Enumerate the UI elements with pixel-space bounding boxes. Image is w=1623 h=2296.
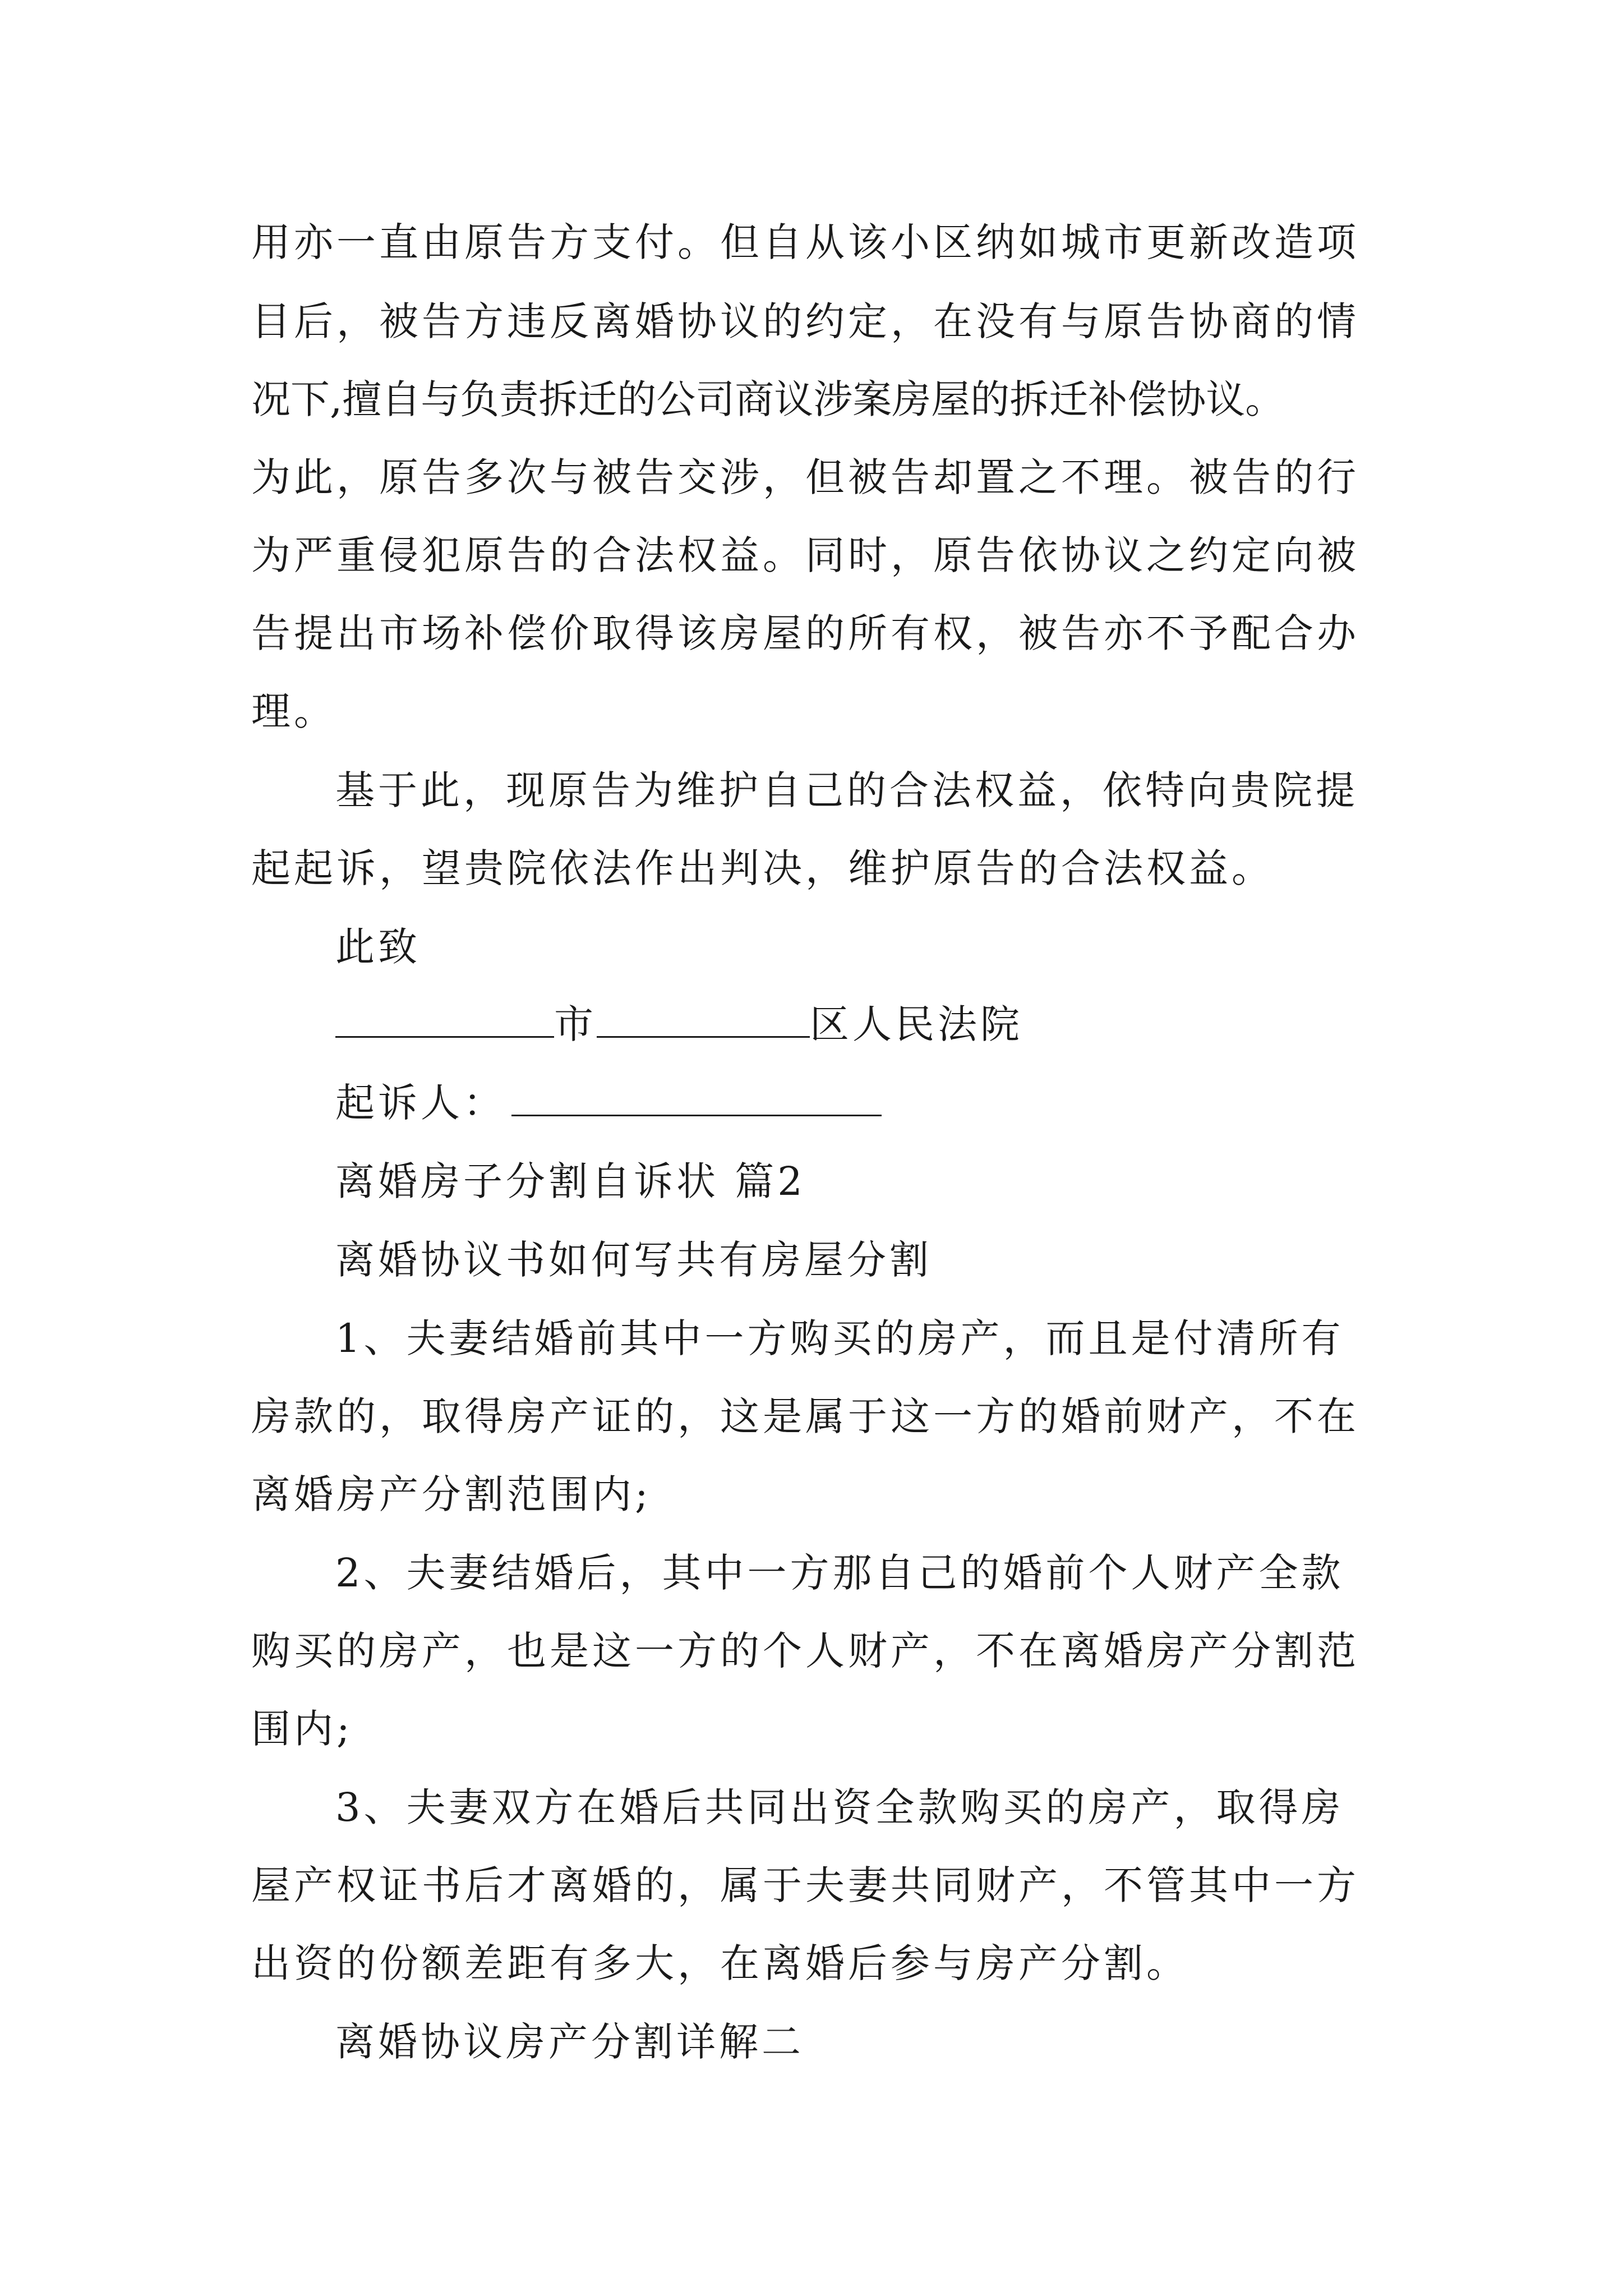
paragraph-line: 屋产权证书后才离婚的，属于夫妻共同财产，不管其中一方 [251, 1862, 1359, 1908]
district-blank [597, 1000, 810, 1038]
city-suffix: 市 [554, 1001, 597, 1047]
paragraph-line: 为严重侵犯原告的合法权益。同时，原告依协议之约定向被 [251, 532, 1359, 578]
paragraph-line: 用亦一直由原告方支付。但自从该小区纳如城市更新改造项 [251, 219, 1359, 265]
salutation: 此致 [335, 924, 421, 970]
paragraph-line: 3、夫妻双方在婚后共同出资全款购买的房产，取得房 [335, 1784, 1344, 1830]
paragraph-line: 购买的房产，也是这一方的个人财产，不在离婚房产分割范 [251, 1628, 1359, 1674]
paragraph-line: 目后，被告方违反离婚协议的约定，在没有与原告协商的情 [251, 298, 1359, 344]
paragraph-line: 告提出市场补偿价取得该房屋的所有权，被告亦不予配合办 [251, 610, 1359, 656]
court-address-line [335, 999, 1023, 1050]
court-name-suffix: 区人民法院 [810, 1001, 1023, 1047]
plaintiff-label: 起诉人： [335, 1080, 506, 1126]
paragraph-line: 起起诉，望贵院依法作出判决，维护原告的合法权益。 [251, 845, 1274, 891]
paragraph-line: 理。 [251, 688, 336, 734]
paragraph-line: 1、夫妻结婚前其中一方购买的房产，而且是付清所有 [335, 1315, 1344, 1361]
section-heading: 离婚房子分割自诉状 篇2 [335, 1158, 806, 1204]
plaintiff-blank [511, 1079, 882, 1116]
plaintiff-line [335, 1077, 882, 1129]
paragraph-line: 离婚房产分割范围内; [251, 1471, 652, 1517]
city-blank [335, 1000, 554, 1038]
paragraph-line: 为此，原告多次与被告交涉，但被告却置之不理。被告的行 [251, 454, 1359, 500]
paragraph-line: 基于此，现原告为维护自己的合法权益，依特向贵院提 [335, 767, 1358, 813]
paragraph-line: 出资的份额差距有多大，在离婚后参与房产分割。 [251, 1940, 1189, 1986]
section-subheading: 离婚协议书如何写共有房屋分割 [335, 1237, 932, 1283]
paragraph-line: 况下,擅自与负责拆迁的公司商议涉案房屋的拆迁补偿协议。 [251, 376, 1285, 422]
paragraph-line: 2、夫妻结婚后，其中一方那自己的婚前个人财产全款 [335, 1550, 1344, 1596]
section-subheading: 离婚协议房产分割详解二 [335, 2019, 804, 2065]
paragraph-line: 围内; [251, 1706, 353, 1752]
paragraph-line: 房款的，取得房产证的，这是属于这一方的婚前财产，不在 [251, 1393, 1359, 1439]
